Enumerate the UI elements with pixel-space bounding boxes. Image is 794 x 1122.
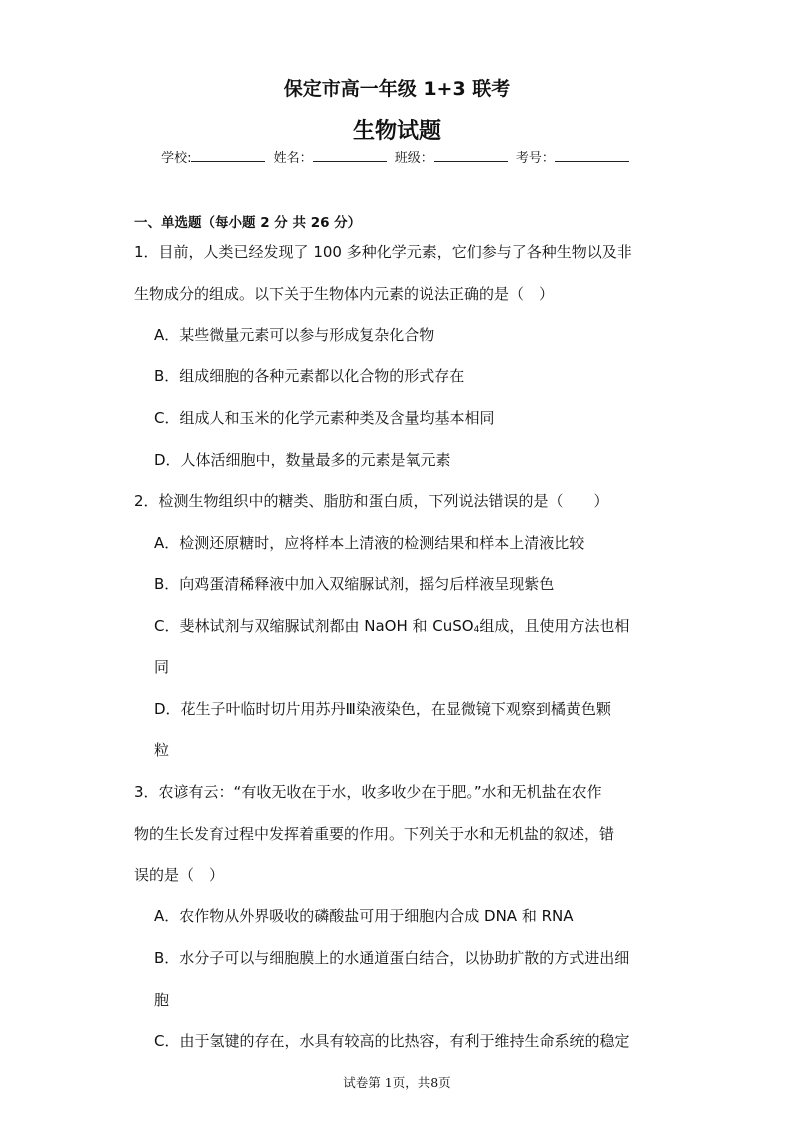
question-2-line-1: 2．检测生物组织中的糖类、脂肪和蛋白质，下列说法错误的是（ ） bbox=[134, 492, 609, 510]
student-info-row bbox=[0, 147, 794, 166]
question-1-option-a: A．某些微量元素可以参与形成复杂化合物 bbox=[154, 326, 435, 344]
question-3-option-b: B．水分子可以与细胞膜上的水通道蛋白结合，以协助扩散的方式进出细 bbox=[154, 949, 630, 967]
question-1-line-1: 1．目前，人类已经发现了 100 多种化学元素，它们参与了各种生物以及非 bbox=[134, 243, 632, 261]
question-3-line-3: 误的是（ ） bbox=[134, 866, 225, 884]
subscript-4: 4 bbox=[473, 625, 480, 635]
question-1-line-2: 生物成分的组成。以下关于生物体内元素的说法正确的是（ ） bbox=[134, 285, 555, 303]
question-2-option-c bbox=[154, 616, 629, 640]
exam-number-blank bbox=[555, 148, 629, 162]
question-2-option-c-continued: 同 bbox=[154, 658, 170, 676]
question-3-line-1: 3．农谚有云：“有收无收在于水，收多收少在于肥。”水和无机盐在农作 bbox=[134, 783, 602, 801]
school-blank bbox=[191, 148, 265, 162]
exam-subject: 生物试题 bbox=[352, 119, 441, 144]
question-1-option-d: D．人体活细胞中，数量最多的元素是氧元素 bbox=[154, 451, 451, 469]
name-field bbox=[274, 147, 391, 166]
question-1-option-c: C．组成人和玉米的化学元素种类及含量均基本相同 bbox=[154, 409, 495, 427]
name-label: 姓名： bbox=[273, 151, 313, 166]
class-blank bbox=[434, 148, 508, 162]
exam-title: 保定市高一年级 1+3 联考 bbox=[283, 78, 511, 100]
section-heading: 一、单选题（每小题 2 分 共 26 分） bbox=[134, 215, 362, 231]
name-blank bbox=[313, 148, 387, 162]
question-3-option-b-continued: 胞 bbox=[154, 991, 170, 1009]
question-2-option-c-text-end: 组成，且使用方法也相 bbox=[479, 617, 630, 635]
class-field bbox=[395, 147, 512, 166]
question-3-option-a: A．农作物从外界吸收的磷酸盐可用于细胞内合成 DNA 和 RNA bbox=[154, 907, 574, 925]
page-footer: 试卷第 1页，共8页 bbox=[343, 1075, 451, 1090]
question-2-option-d-continued: 粒 bbox=[154, 741, 170, 759]
exam-number-label: 考号： bbox=[515, 151, 555, 166]
school-label: 学校: bbox=[161, 151, 192, 166]
question-3-line-2: 物的生长发育过程中发挥着重要的作用。下列关于水和无机盐的叙述，错 bbox=[134, 825, 615, 843]
class-label: 班级： bbox=[394, 151, 434, 166]
school-field bbox=[161, 147, 269, 166]
question-1-option-b: B．组成细胞的各种元素都以化合物的形式存在 bbox=[154, 367, 465, 385]
question-2-option-d: D．花生子叶临时切片用苏丹Ⅲ染液染色，在显微镜下观察到橘黄色颗 bbox=[154, 700, 611, 718]
exam-number-field bbox=[516, 147, 633, 166]
question-2-option-b: B．向鸡蛋清稀释液中加入双缩脲试剂，摇匀后样液呈现紫色 bbox=[154, 575, 555, 593]
question-2-option-a: A．检测还原糖时，应将样本上清液的检测结果和样本上清液比较 bbox=[154, 534, 585, 552]
question-2-option-c-text: C．斐林试剂与双缩脲试剂都由 NaOH 和 CuSO bbox=[154, 617, 474, 635]
question-3-option-c: C．由于氢键的存在，水具有较高的比热容，有利于维持生命系统的稳定 bbox=[154, 1032, 630, 1050]
